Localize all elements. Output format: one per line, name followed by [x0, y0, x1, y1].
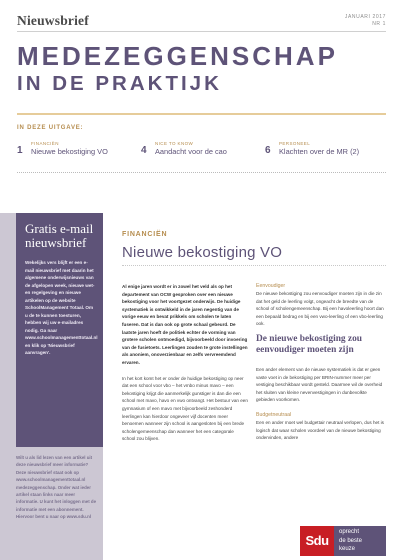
promo-heading: Gratis e-mail nieuwsbrief — [25, 221, 94, 250]
toc-page-number: 1 — [17, 145, 23, 156]
title-line-1: MEDEZEGGENSCHAP — [17, 41, 338, 71]
issue-info — [345, 14, 386, 28]
article-column-left — [122, 283, 248, 443]
sidebar-footer-text: Wilt u als lid lezen van een artikel uit deze nieuwsbrief meer informatie? Deze nieuwsbrief staat ook op www.schoolmanagementtotaal.nl medezeggenschap. Onder wat ieder artikel staan links naar meer informatie. U kunt het inloggen met de informatie met een abonnement. Hiervoor bent u naar op www.sdu.nl — [16, 455, 97, 520]
contents-divider — [17, 172, 386, 173]
article-section-label: FINANCIËN — [122, 231, 168, 238]
paragraph: Een en ander moet wel budgettair neutraal verlopen, dus het is logisch dat waar scholen voordeel van de nieuwe bekostiging ondervinden, andere — [256, 419, 384, 441]
promo-text: Wekelijks vers blijft er een e-mail nieuwsbrief met daarin het algemene onderwijsnieuws van de afgelopen week, nieuwe wet- en regelgeving en nieuwe artikelen op de website SchoolManagement Totaal. Om u de te kunnen toesturen, hebben wij uw e-mailadres nodig. Ga naar www.schoolmanagementtotaal.nl en klik op 'Nieuwsbrief aanvragen'. — [25, 260, 98, 355]
publisher-logo — [300, 526, 386, 556]
toc-page-number: 6 — [265, 145, 271, 156]
tagline-line: keuze — [339, 546, 356, 552]
header-divider — [17, 113, 386, 115]
paragraph: De nieuwe bekostiging zou eenvoudiger moeten zijn in die zin dat het geld de leerling volgt, ongeacht de breedte van de school of scholengemeenschap. Bij een havoleerling hoort dan een bepaald bedrag en bij een vwo-leerling of een vbo-leerling ook. — [256, 291, 384, 327]
page-title — [17, 42, 338, 98]
newsletter-promo-box — [16, 213, 103, 447]
article-lead: Al enige jaren wordt er in zowel het veld als op het departement van OCW gesproken over een nieuwe bekostiging voor het voortgezet onderwijs. De huidige systematiek is ontwikkeld in de jaren negentig van de vorige eeuw en bevat prikkels om scholen te laten fuseren. Dat is dan ook op grote schaal gebeurd. De laatste jaren hoeft de politiek echter de vorming van grotere scholen ontmoedigd, bijvoorbeeld door invoering van de fusietoets. Leerlingen zouden te grote instellingen als anoniem, onoverzienbaar en zelfs vervreemdend ervaren. — [122, 284, 248, 365]
subheading-budgetneutraal: Budgetneutraal — [256, 411, 292, 418]
article-body: In het kort komt het er onder de huidige bekostiging op neer dat een school voor vbo – het vmbo minus mavo – een bekostiging krijgt die aanmerkelijk gunstiger is dan die een school met mavo, havo en vwo ontvangt. Het bestuur van een gymnasium of een mavo met bijvoorbeeld zeshonderd leerlingen kan hierdoor ongeveer vijf docenten meer benoemen wanneer zijn school is aangesloten bij een brede scholengemeenschap dan wanneer het een categorale school zou blijven. — [122, 375, 248, 442]
contents-label: IN DEZE UITGAVE: — [17, 125, 84, 131]
newsletter-brand: Nieuwsbrief — [17, 13, 89, 28]
toc-category: FINANCIËN — [31, 141, 59, 146]
table-of-contents — [17, 140, 387, 162]
toc-title: Nieuwe bekostiging VO — [31, 147, 108, 156]
tagline-line: de beste — [339, 537, 363, 544]
tagline-line: oprecht — [339, 529, 360, 535]
article-divider — [122, 265, 386, 266]
top-divider — [17, 31, 386, 32]
toc-title: Aandacht voor de cao — [155, 147, 227, 156]
article-title: Nieuwe bekostiging VO — [122, 244, 283, 261]
subheading-eenvoudiger: Eenvoudiger — [256, 283, 286, 289]
paragraph: Een ander element van de nieuwe systematiek is dat er geen vaste voet in de bekostiging per BRIN-nummer meer per vestiging beschikbaar wordt gesteld. Daarmee wil de overheid het sluiten van kleine nevenvestigingen in dunbevolkte gebieden voorkomen. — [256, 366, 383, 403]
toc-page-number: 4 — [141, 145, 147, 156]
issue-month: JANUARI 2017 — [344, 14, 386, 20]
toc-category: PERSONEEL — [279, 141, 311, 146]
title-line-2: IN DE PRAKTIJK — [17, 72, 222, 95]
toc-title: Klachten over de MR (2) — [279, 147, 360, 156]
publisher-tagline — [334, 526, 386, 556]
toc-category: NICE TO KNOW — [155, 141, 194, 146]
article-column-right — [256, 283, 387, 442]
pull-quote-heading: De nieuwe bekostiging zou eenvoudiger moeten zijn — [256, 333, 362, 355]
issue-number: NR 1 — [372, 21, 386, 27]
sidebar — [0, 213, 103, 560]
sdu-logo: Sdu — [300, 526, 334, 556]
